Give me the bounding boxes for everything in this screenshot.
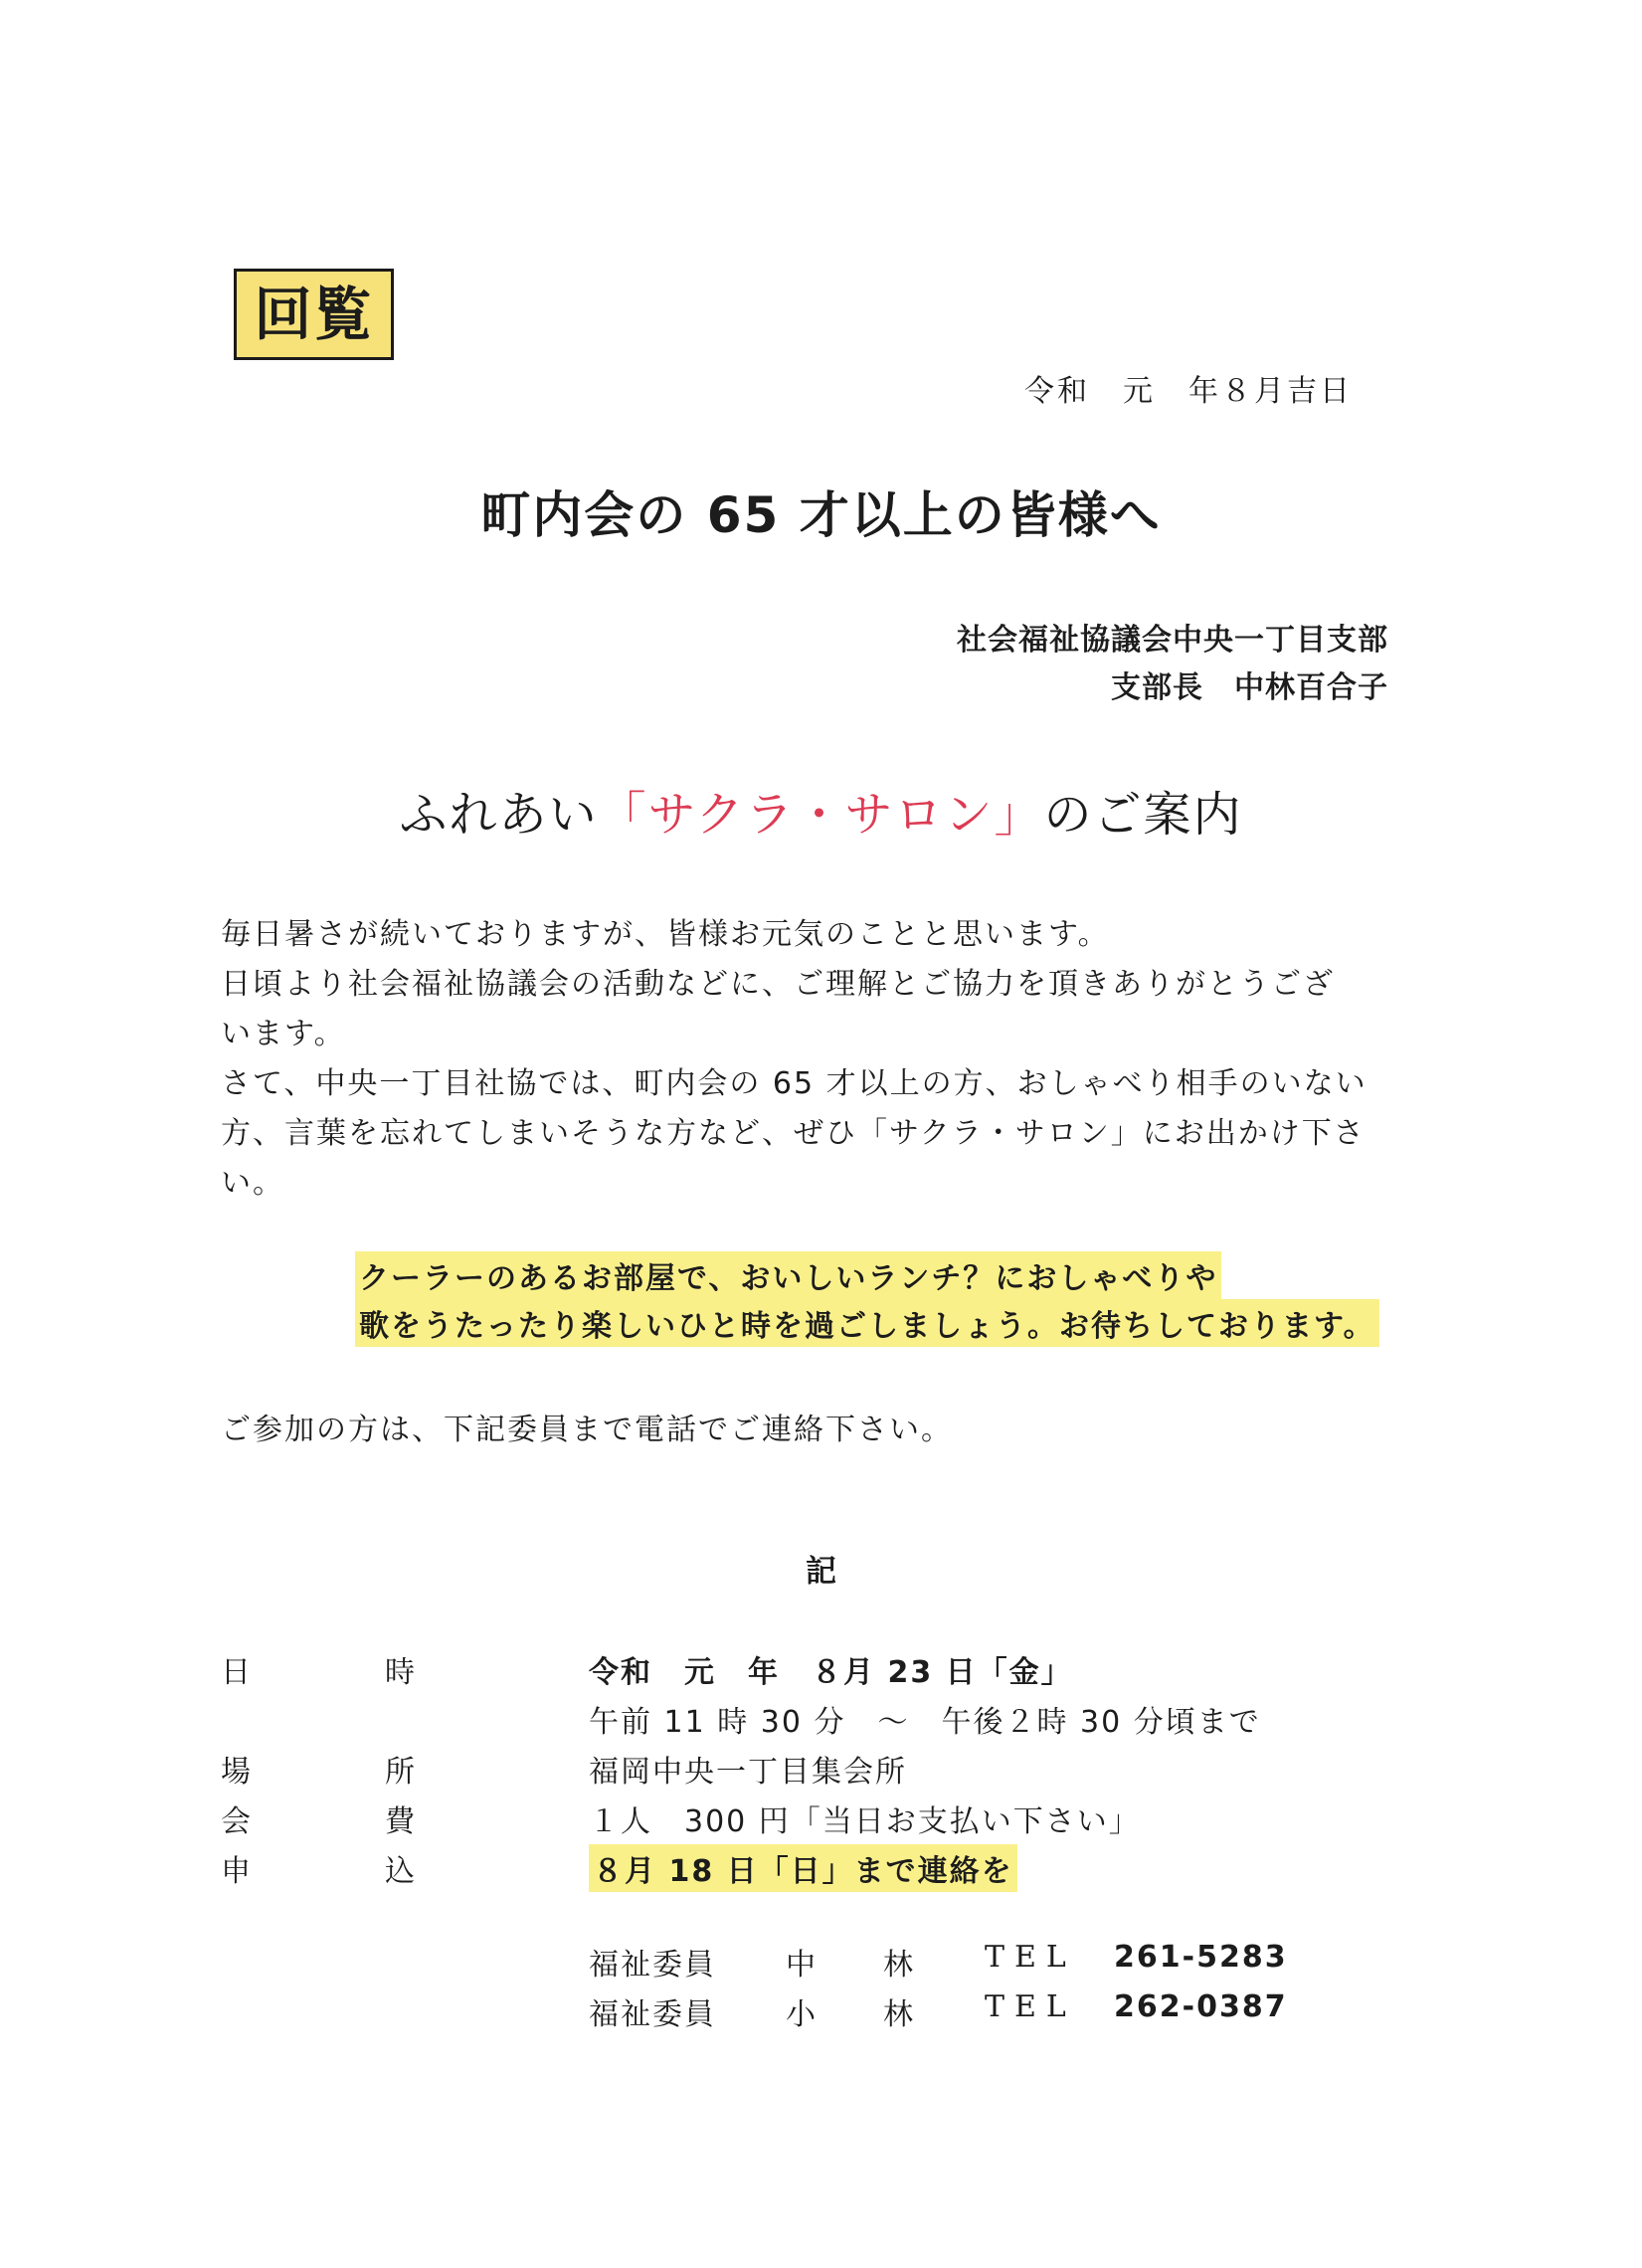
body-line: さて、中央一丁目社協では、町内会の 65 才以上の方、おしゃべり相手のいない — [221, 1066, 1368, 1101]
body-line: います。 — [221, 1017, 346, 1051]
body-line: 日頃より社会福祉協議会の活動などに、ご理解とご協力を頂きありがとうござ — [221, 967, 1335, 1002]
contact-role: 福祉委員 — [589, 1997, 716, 2032]
detail-label-datetime: 日 時 — [221, 1655, 415, 1690]
event-subtitle — [0, 776, 1642, 845]
contact-role: 福祉委員 — [589, 1948, 716, 1983]
detail-value-fee: １人 300 円「当日お支払い下さい」 — [589, 1804, 1141, 1839]
contact-tel-label: TEL — [985, 1989, 1076, 2024]
salon-name: 「サクラ・サロン」 — [598, 787, 1044, 843]
page-title: 町内会の 65 才以上の皆様へ — [480, 486, 1162, 544]
detail-value-time: 午前 11 時 30 分 ～ 午後２時 30 分頃まで — [589, 1705, 1261, 1740]
details-heading: 記 — [806, 1554, 836, 1590]
detail-value-date: 令和 元 年 ８月 23 日「金」 — [589, 1655, 1073, 1690]
contact-name: 小 林 — [786, 1997, 915, 2032]
body-line: 毎日暑さが続いておりますが、皆様お元気のことと思います。 — [221, 917, 1110, 952]
contact-tel: 262-0387 — [1114, 1989, 1288, 2024]
sender-head: 支部長 中林百合子 — [1111, 670, 1388, 705]
contact-row — [589, 1940, 1345, 1983]
highlight-line: 歌をうたったり楽しいひと時を過ごしましょう。お待ちしております。 — [355, 1299, 1379, 1347]
circulation-stamp: 回覧 — [234, 269, 394, 360]
detail-label-fee: 会 費 — [221, 1804, 415, 1839]
detail-value-place: 福岡中央一丁目集会所 — [589, 1755, 907, 1790]
subtitle-suffix: のご案内 — [1043, 787, 1243, 843]
subtitle-prefix: ふれあい — [399, 787, 599, 843]
contact-tel-label: TEL — [985, 1940, 1076, 1975]
highlight-line: クーラーのあるお部屋で、おいしいランチ？におしゃべりや — [355, 1251, 1221, 1299]
contact-tel: 261-5283 — [1114, 1940, 1288, 1975]
contact-name: 中 林 — [786, 1948, 915, 1983]
body-line: 方、言葉を忘れてしまいそうな方など、ぜひ「サクラ・サロン」にお出かけ下さ — [221, 1116, 1366, 1151]
contact-note: ご参加の方は、下記委員まで電話でご連絡下さい。 — [221, 1413, 953, 1447]
sender-organization: 社会福祉協議会中央一丁目支部 — [957, 623, 1388, 658]
detail-label-apply: 申 込 — [221, 1854, 415, 1889]
body-line: い。 — [221, 1166, 284, 1201]
detail-label-place: 場 所 — [221, 1755, 415, 1790]
issue-date: 令和 元 年８月吉日 — [1024, 374, 1353, 409]
detail-value-apply: ８月 18 日「日」まで連絡を — [589, 1844, 1017, 1892]
contact-row — [589, 1989, 1345, 2032]
